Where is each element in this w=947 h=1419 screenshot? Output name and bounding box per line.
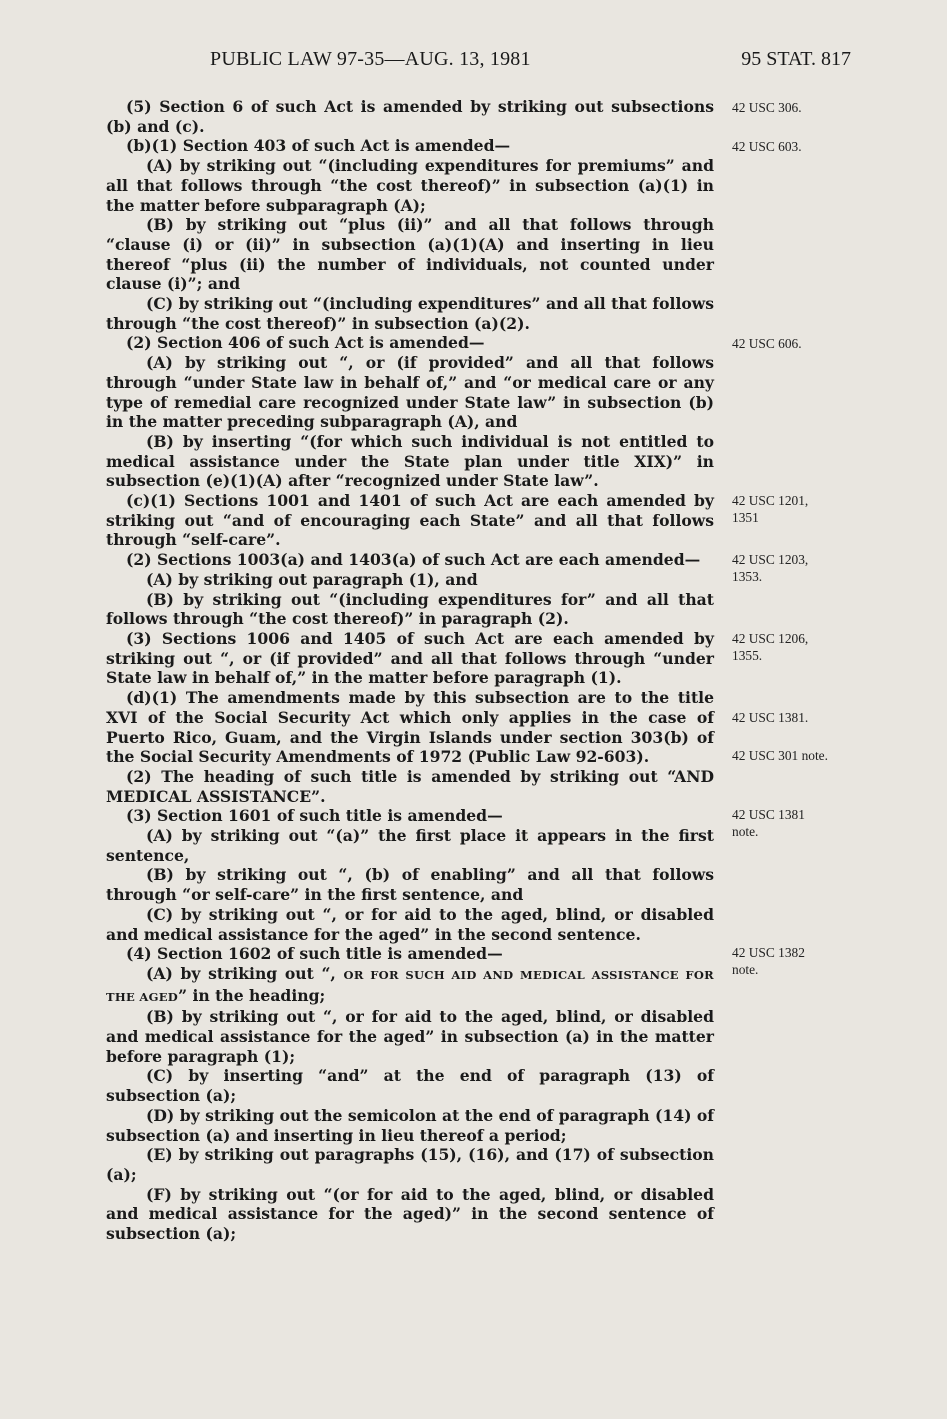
paragraph: (B) by striking out “, (b) of enabling” and all that follows through “or self-care” in the first sentence, and [106, 865, 714, 905]
paragraph: (4) Section 1602 of such title is amended— [126, 944, 503, 964]
paragraph: (b)(1) Section 403 of such Act is amended— [126, 136, 511, 156]
margin-note: 42 USC 606. [732, 336, 802, 351]
statute-page-number: 95 STAT. 817 [741, 48, 851, 70]
margin-note: 42 USC 1381. [732, 710, 809, 725]
paragraph: (D) by striking out the semicolon at the end of paragraph (14) of subsection (a) and inserting in lieu thereof a period; [106, 1105, 714, 1145]
margin-note: 42 USC 1203, [732, 552, 809, 567]
paragraph: (C) by striking out “(including expenditures” and all that follows through “the cost thereof)” in subsection (a)(2). [106, 294, 714, 333]
paragraph: (B) by striking out “, or for aid to the aged, blind, or disabled and medical assistance for the aged” in subsection (a) in the matter before paragraph (1); [106, 1007, 714, 1066]
paragraph: (B) by striking out “(including expenditures for” and all that follows through “the cost thereof)” in paragraph (2). [106, 589, 714, 629]
paragraph: (c)(1) Sections 1001 and 1401 of such Act are each amended by striking out “and of encouraging each State” and all that follows through “self-care”. [106, 491, 714, 550]
paragraph: (B) by inserting “(for which such individual is not entitled to medical assistance under the State plan under title XIX)” in subsection (e)(1)(A) after “recognized under State law”. [106, 431, 714, 491]
margin-note: 42 USC 301 note. [732, 748, 828, 763]
statute-body-text [106, 97, 714, 1244]
paragraph: (2) The heading of such title is amended by striking out “AND MEDICAL ASSISTANCE”. [106, 766, 714, 806]
margin-note: 42 USC 1201, [732, 493, 809, 508]
margin-note: note. [732, 824, 759, 839]
paragraph: (2) Sections 1003(a) and 1403(a) of such Act are each amended— [126, 550, 701, 570]
paragraph: (2) Section 406 of such Act is amended— [126, 333, 485, 353]
paragraph: (A) by striking out “, or (if provided” and all that follows through “under State law in behalf of,” and “or medical care or any type of remedial care recognized under State law” in subsection (b) in the matter preceding subparagraph (A), and [106, 353, 714, 432]
paragraph: (5) Section 6 of such Act is amended by striking out subsections (b) and (c). [106, 97, 714, 136]
margin-note: 42 USC 1381 [732, 807, 805, 822]
running-header-title: PUBLIC LAW 97-35—AUG. 13, 1981 [210, 48, 531, 70]
paragraph: (A) by striking out “, OR FOR SUCH AID AND MEDICAL ASSISTANCE FOR THE AGED” in the heading; [106, 963, 714, 1005]
margin-note: 1351 [732, 510, 759, 525]
paragraph: (3) Section 1601 of such title is amended— [126, 806, 503, 826]
paragraph: (3) Sections 1006 and 1405 of such Act are each amended by striking out “, or (if provided” and all that follows through “under State law in behalf of,” in the matter before paragraph (1). [106, 628, 714, 688]
paragraph: (d)(1) The amendments made by this subsection are to the title XVI of the Social Security Act which only applies in the case of Puerto Rico, Guam, and the Virgin Islands under section 303(b) of the Social Security Amendments of 1972 (Public Law 92-603). [106, 688, 714, 767]
small-caps-heading: OR FOR SUCH AID AND MEDICAL ASSISTANCE FOR THE AGED [106, 967, 714, 1004]
margin-note: 42 USC 1206, [732, 631, 809, 646]
margin-note: 42 USC 306. [732, 100, 802, 115]
paragraph: (A) by striking out paragraph (1), and [146, 569, 478, 589]
paragraph: (E) by striking out paragraphs (15), (16), and (17) of subsection (a); [106, 1145, 714, 1184]
margin-note: note. [732, 962, 759, 977]
paragraph: (B) by striking out “plus (ii)” and all that follows through “clause (i) or (ii)” in subsection (a)(1)(A) and inserting in lieu thereof “plus (ii) the number of individuals, not counted under clause (i)”; and [106, 215, 714, 294]
paragraph: (A) by striking out “(a)” the first place it appears in the first sentence, [106, 826, 714, 865]
margin-note: 1353. [732, 569, 763, 584]
paragraph: (C) by striking out “, or for aid to the aged, blind, or disabled and medical assistance for the aged” in the second sentence. [106, 904, 714, 944]
margin-note: 1355. [732, 648, 763, 663]
margin-note: 42 USC 1382 [732, 945, 805, 960]
margin-note: 42 USC 603. [732, 139, 802, 154]
paragraph: (C) by inserting “and” at the end of paragraph (13) of subsection (a); [106, 1066, 714, 1106]
paragraph: (A) by striking out “(including expenditures for premiums” and all that follows through “the cost thereof)” in subsection (a)(1) in the matter before subparagraph (A); [106, 156, 714, 215]
paragraph: (F) by striking out “(or for aid to the aged, blind, or disabled and medical assistance for the aged)” in the second sentence of subsection (a); [106, 1184, 714, 1244]
